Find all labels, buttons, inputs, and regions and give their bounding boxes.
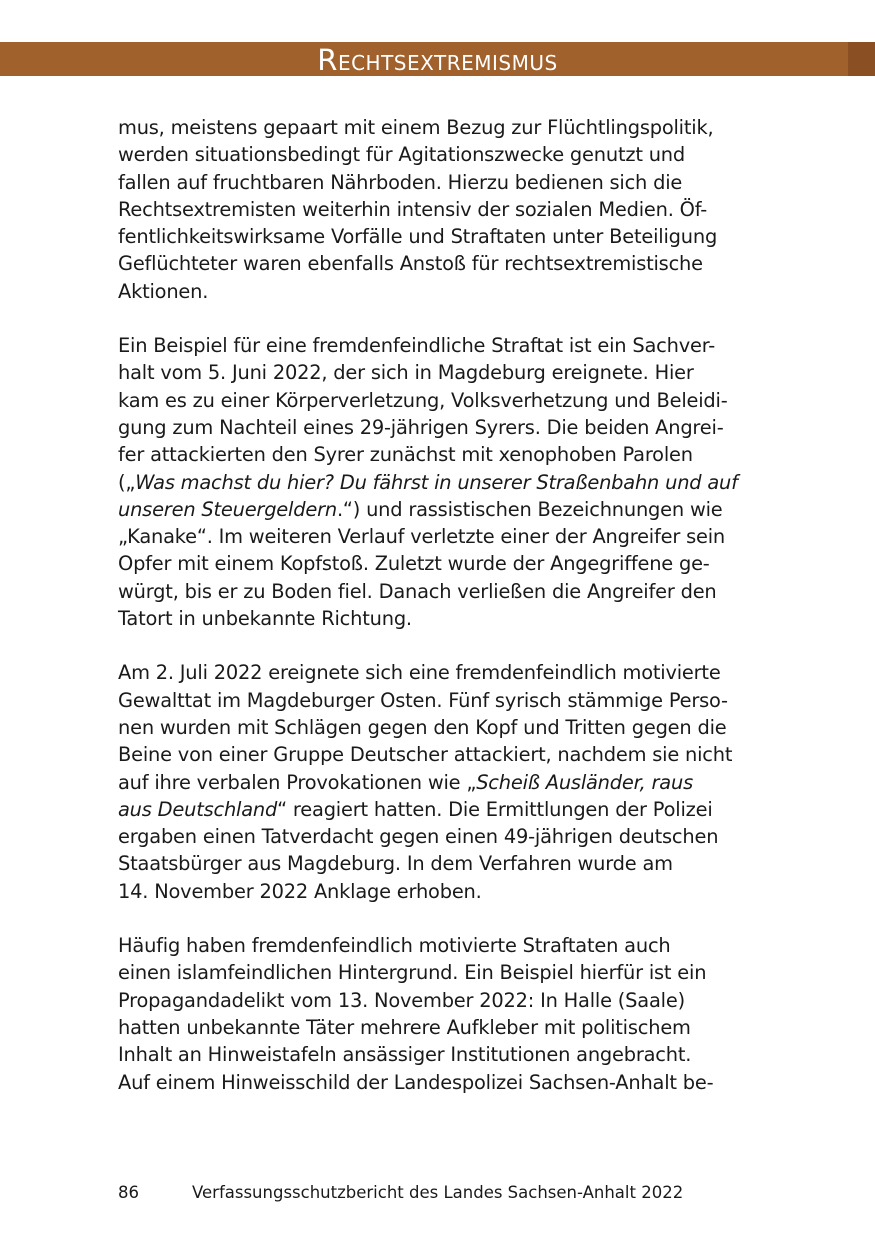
text-line: Tatort in unbekannte Richtung. [118,607,412,631]
text-segment: auf ihre verbalen Provokationen wie „ [118,770,477,794]
text-segment: („ [118,470,136,494]
text-line: Gewalttat im Magdeburger Osten. Fünf syrisch stämmige Perso- [118,688,728,712]
text-line: fallen auf fruchtbaren Nährboden. Hierzu bedienen sich die [118,170,683,194]
text-line: Geflüchteter waren ebenfalls Anstoß für rechtsextremistische [118,252,703,276]
text-line: Staatsbürger aus Magdeburg. In dem Verfahren wurde am [118,852,673,876]
text-line: halt vom 5. Juni 2022, der sich in Magdeburg ereignete. Hier [118,361,694,385]
publication-title: Verfassungsschutzbericht des Landes Sachsen-Anhalt 2022 [192,1183,684,1202]
text-segment: “ reagiert hatten. Die Ermittlungen der Polizei [277,797,713,821]
quote-italic: unseren Steuergeldern [118,497,337,521]
text-line: „Kanake“. Im weiteren Verlauf verletzte einer der Angreifer sein [118,525,725,549]
text-line: Ein Beispiel für eine fremdenfeindliche Straftat ist ein Sachver- [118,334,716,358]
text-segment: .“) und rassistischen Bezeichnungen wie [336,497,723,521]
paragraph [118,932,758,1096]
text-line: 14. November 2022 Anklage erhoben. [118,879,482,903]
text-line: würgt, bis er zu Boden fiel. Danach verließen die Angreifer den [118,579,717,603]
text-line: kam es zu einer Körperverletzung, Volksverhetzung und Beleidi- [118,388,728,412]
text-line [118,496,758,523]
section-title: Rechtsextremismus [317,43,558,77]
text-line: Am 2. Juli 2022 ereignete sich eine fremdenfeindlich motivierte [118,661,721,685]
text-line: Rechtsextremisten weiterhin intensiv der sozialen Medien. Öf- [118,197,708,221]
text-line: fer attackierten den Syrer zunächst mit xenophoben Parolen [118,443,693,467]
text-line: einen islamfeindlichen Hintergrund. Ein Beispiel hierfür ist ein [118,961,707,985]
text-line: ergaben einen Tatverdacht gegen einen 49-jährigen deutschen [118,825,719,849]
paragraph [118,659,758,905]
quote-italic: Was machst du hier? Du fährst in unserer Straßenbahn und auf [135,470,738,494]
text-line: Propagandadelikt vom 13. November 2022: In Halle (Saale) [118,988,685,1012]
text-line: mus, meistens gepaart mit einem Bezug zur Flüchtlingspolitik, [118,116,714,139]
text-line: Opfer mit einem Kopfstoß. Zuletzt wurde der Angegriffene ge- [118,552,710,576]
text-line: hatten unbekannte Täter mehrere Aufkleber mit politischem [118,1015,691,1039]
text-line: nen wurden mit Schlägen gegen den Kopf und Tritten gegen die [118,715,727,739]
paragraph [118,114,758,305]
text-line: Auf einem Hinweisschild der Landespolizei Sachsen-Anhalt be- [118,1070,714,1094]
body-text [118,114,758,1123]
section-header-bar [0,42,875,76]
page-number: 86 [118,1183,139,1202]
text-line [118,469,758,496]
text-line: Beine von einer Gruppe Deutscher attackiert, nachdem sie nicht [118,743,733,767]
text-line: werden situationsbedingt für Agitationszwecke genutzt und [118,143,685,167]
text-line: Häufig haben fremdenfeindlich motivierte Straftaten auch [118,934,671,958]
text-line [118,796,758,823]
quote-italic: Scheiß Ausländer, raus [476,770,693,794]
paragraph [118,332,758,632]
text-line: fentlichkeitswirksame Vorfälle und Straftaten unter Beteiligung [118,225,718,249]
text-line: Inhalt an Hinweistafeln ansässiger Institutionen angebracht. [118,1043,692,1067]
text-line: Aktionen. [118,279,209,303]
text-line: gung zum Nachteil eines 29-jährigen Syrers. Die beiden Angrei- [118,415,724,439]
text-line [118,769,758,796]
quote-italic: aus Deutschland [118,797,278,821]
